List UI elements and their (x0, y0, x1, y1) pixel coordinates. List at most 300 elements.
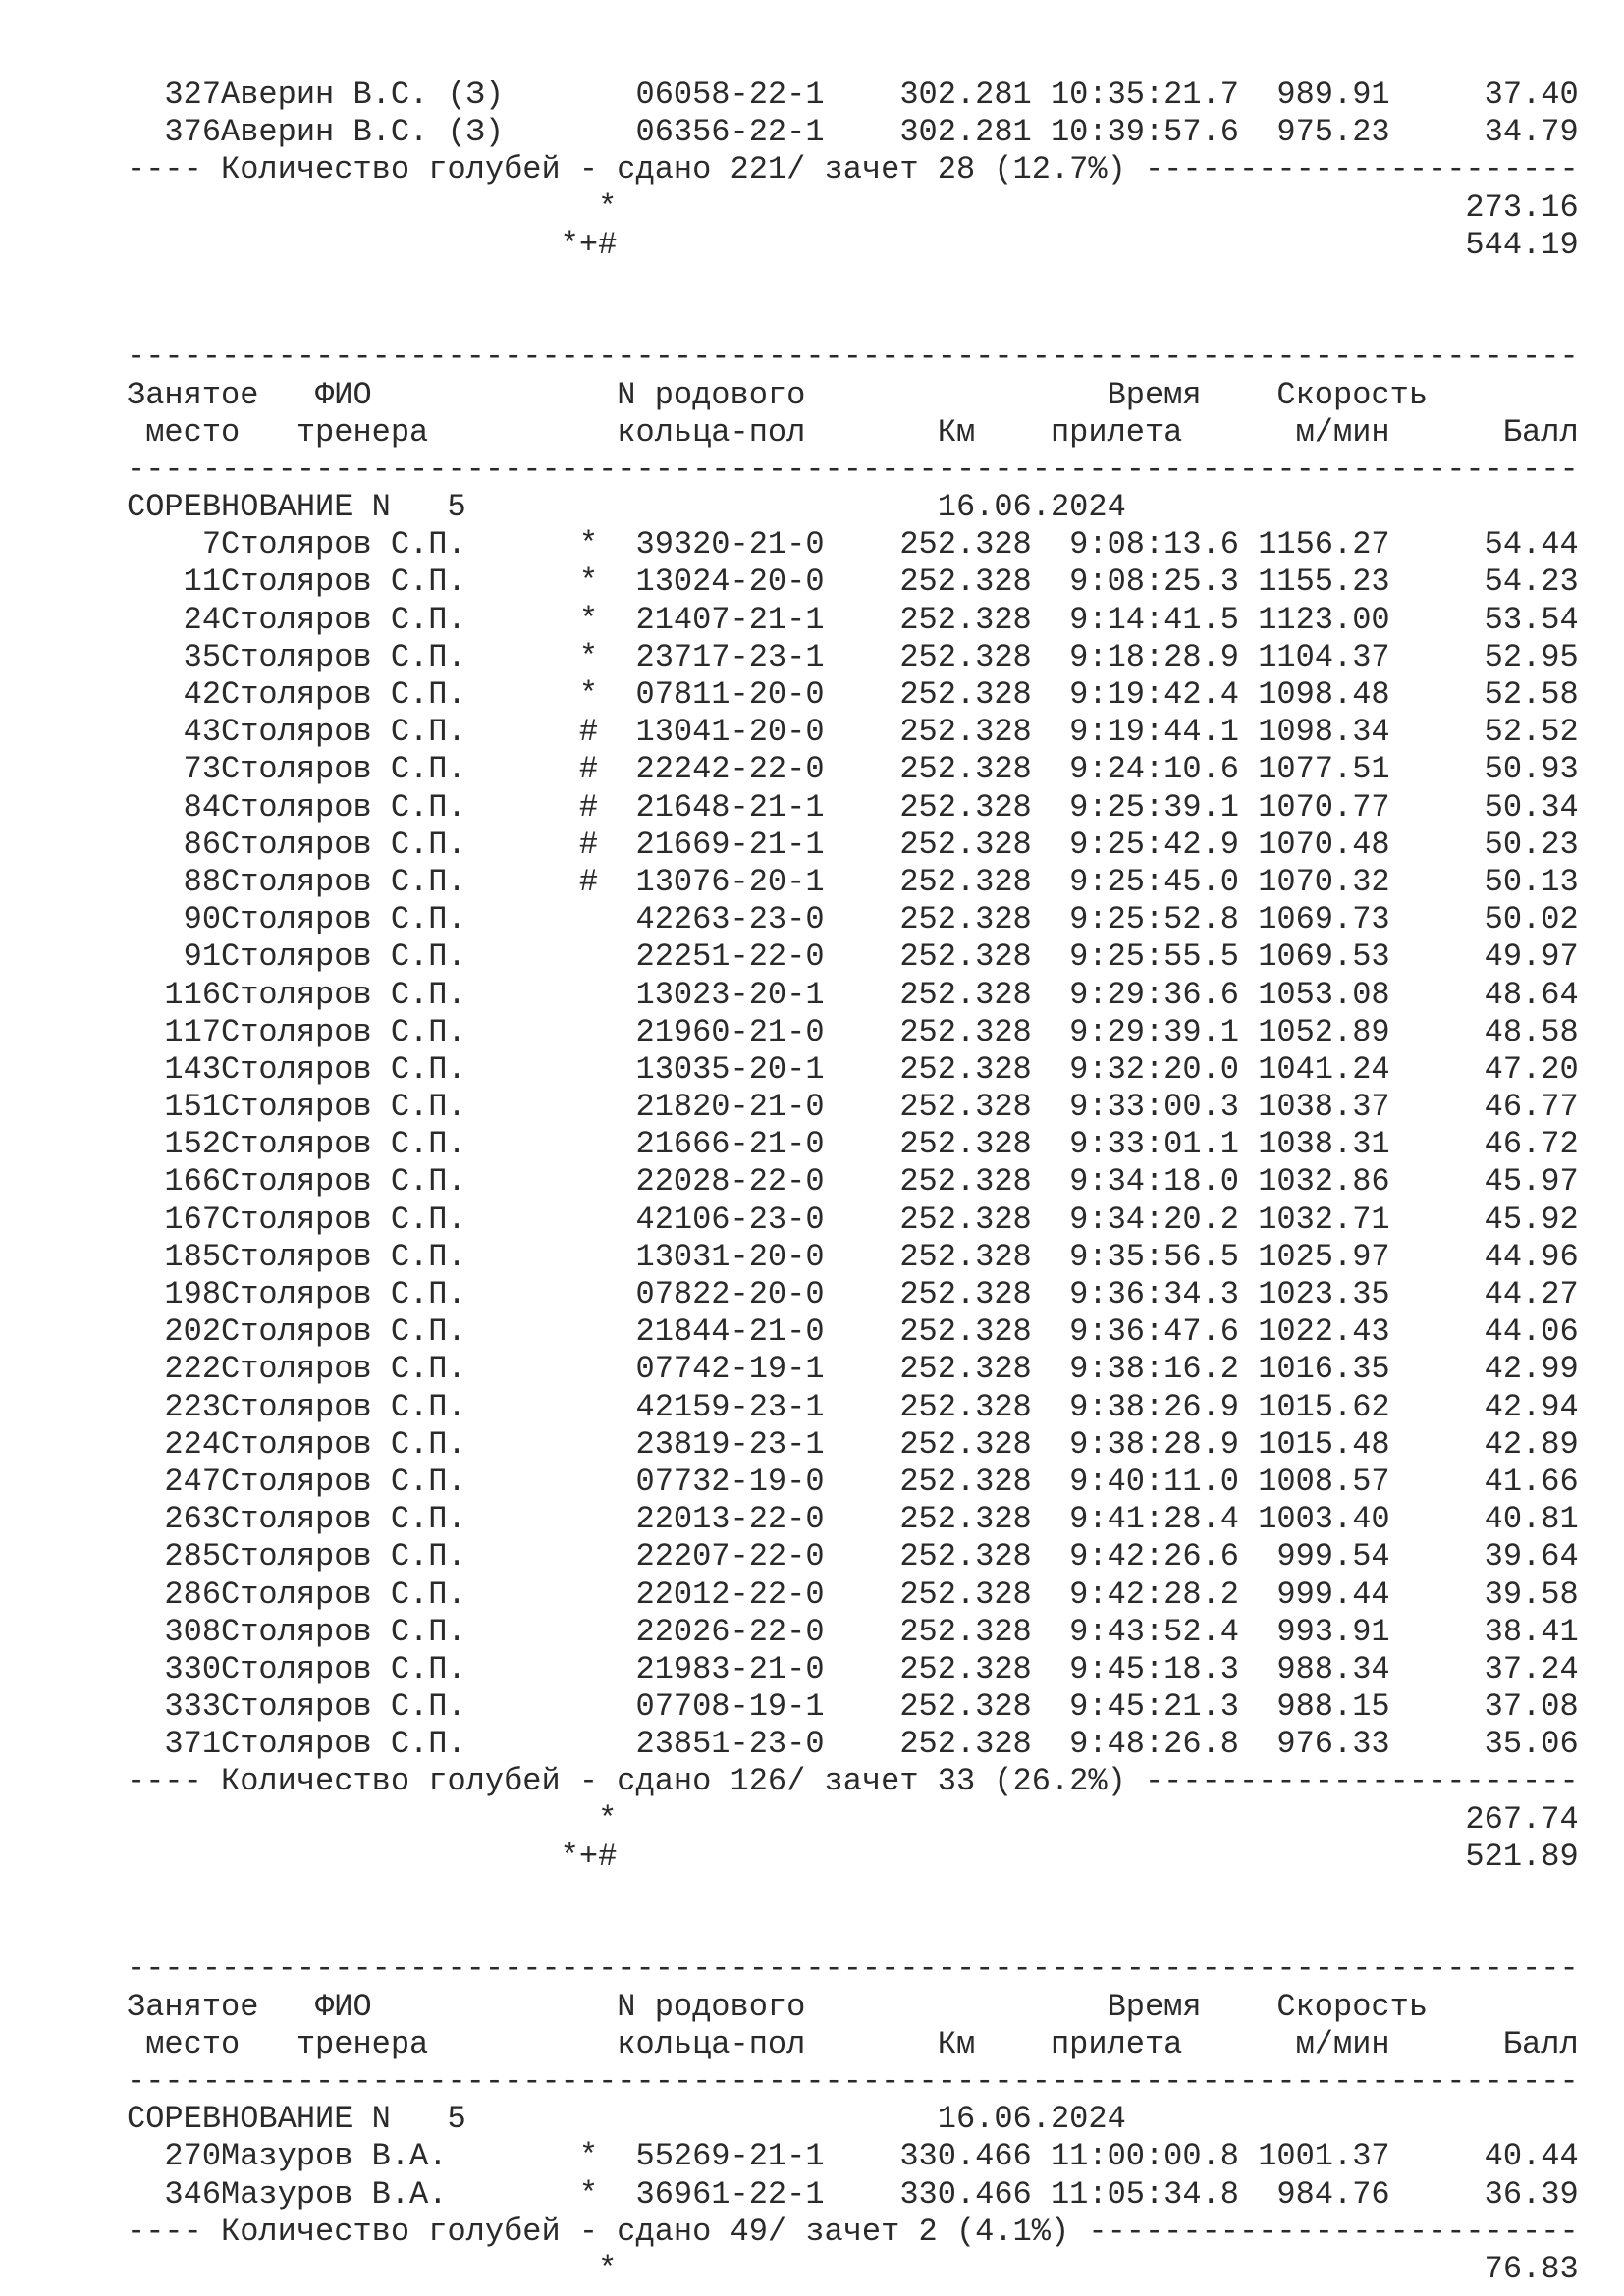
arrival-time: 9:34:20.2 (1031, 1201, 1239, 1238)
result-row (127, 563, 1579, 601)
trainer-name: Столяров С.П. (221, 751, 466, 788)
arrival-time: 9:14:41.5 (1031, 601, 1239, 638)
points: 52.52 (1389, 714, 1579, 751)
place: 88 (127, 863, 222, 900)
place: 198 (127, 1276, 222, 1313)
points: 37.08 (1389, 1688, 1579, 1726)
ring-number: 13041-20-0 (635, 714, 825, 751)
speed: 993.91 (1238, 1613, 1390, 1650)
place: 224 (127, 1425, 222, 1463)
trainer-name: Столяров С.П. (221, 1388, 466, 1425)
speed: 1016.35 (1238, 1351, 1390, 1388)
distance-km: 252.328 (899, 1201, 1032, 1238)
trainer-name: Столяров С.П. (221, 1089, 466, 1126)
arrival-time: 9:45:21.3 (1031, 1688, 1239, 1726)
summary-line: ---- Количество голубей - сдано 49/ зачет 2 (4.1%) -------------------------- (127, 2213, 1579, 2250)
mark: * (578, 526, 599, 563)
points: 34.79 (1389, 114, 1579, 151)
arrival-time: 11:05:34.8 (1031, 2175, 1239, 2213)
pigeon-count-summary: Количество голубей - сдано 126/ зачет 33 (26.2%) (221, 1763, 1126, 1800)
total-line (127, 1801, 1579, 1839)
points: 54.23 (1389, 563, 1579, 601)
speed: 988.34 (1238, 1650, 1390, 1687)
arrival-time: 9:19:44.1 (1031, 714, 1239, 751)
result-row (127, 938, 1579, 976)
ring-number: 22013-22-0 (635, 1501, 825, 1538)
pigeon-count-summary: Количество голубей - сдано 221/ зачет 28 (12.7%) (221, 151, 1126, 188)
distance-km: 252.328 (899, 601, 1032, 638)
arrival-time: 9:18:28.9 (1031, 638, 1239, 675)
header-name: ФИО (315, 376, 372, 413)
place: 90 (127, 901, 222, 938)
distance-km: 252.328 (899, 1050, 1032, 1088)
trainer-name: Столяров С.П. (221, 1351, 466, 1388)
points: 50.23 (1389, 826, 1579, 863)
place: 91 (127, 938, 222, 976)
ring-number: 07708-19-1 (635, 1688, 825, 1726)
result-row (127, 1089, 1579, 1126)
trainer-name: Столяров С.П. (221, 1425, 466, 1463)
place: 346 (127, 2175, 222, 2213)
place: 11 (127, 563, 222, 601)
ring-number: 23819-23-1 (635, 1425, 825, 1463)
total-marker: * (598, 1800, 618, 1838)
place: 73 (127, 751, 222, 788)
distance-km: 252.328 (899, 1726, 1032, 1763)
speed: 1077.51 (1238, 751, 1390, 788)
arrival-time: 9:29:39.1 (1031, 1013, 1239, 1050)
arrival-time: 9:36:47.6 (1031, 1313, 1239, 1351)
mark: * (578, 2175, 599, 2213)
arrival-time: 10:35:21.7 (1031, 77, 1239, 113)
place: 35 (127, 638, 222, 675)
arrival-time: 9:38:26.9 (1031, 1388, 1239, 1425)
ring-number: 13035-20-1 (635, 1050, 825, 1088)
trainer-name: Столяров С.П. (221, 901, 466, 938)
place: 223 (127, 1388, 222, 1425)
place: 117 (127, 1013, 222, 1050)
ring-number: 22242-22-0 (635, 751, 825, 788)
arrival-time: 11:00:00.8 (1031, 2138, 1239, 2175)
total-marker: * (598, 2250, 618, 2287)
ring-number: 21820-21-0 (635, 1089, 825, 1126)
place: 185 (127, 1238, 222, 1275)
points: 39.64 (1389, 1538, 1579, 1575)
speed: 1053.08 (1238, 976, 1390, 1013)
total-value: 267.74 (1389, 1800, 1579, 1838)
ring-number: 07742-19-1 (635, 1351, 825, 1388)
speed: 1098.48 (1238, 676, 1390, 714)
mark: * (578, 638, 599, 675)
total-value: 273.16 (1389, 188, 1579, 226)
trainer-name: Столяров С.П. (221, 788, 466, 826)
result-row (127, 602, 1579, 639)
place: 151 (127, 1089, 222, 1126)
mark: # (578, 714, 599, 751)
points: 36.39 (1389, 2175, 1579, 2213)
arrival-time: 9:36:34.3 (1031, 1276, 1239, 1313)
column-header-row-2 (127, 414, 1579, 452)
place: 270 (127, 2138, 222, 2175)
points: 40.44 (1389, 2138, 1579, 2175)
points: 44.27 (1389, 1276, 1579, 1313)
arrival-time: 9:33:01.1 (1031, 1126, 1239, 1163)
trainer-name: Столяров С.П. (221, 1726, 466, 1763)
points: 44.06 (1389, 1313, 1579, 1351)
points: 52.58 (1389, 676, 1579, 714)
result-row (127, 639, 1579, 676)
points: 53.54 (1389, 601, 1579, 638)
points: 39.58 (1389, 1575, 1579, 1613)
distance-km: 252.328 (899, 1501, 1032, 1538)
distance-km: 252.328 (899, 1013, 1032, 1050)
header-speed: Скорость (1276, 1988, 1429, 2025)
header-ring: N родового (617, 1988, 806, 2025)
distance-km: 252.328 (899, 751, 1032, 788)
header-speed-2: м/мин (1295, 413, 1390, 451)
ring-number: 22207-22-0 (635, 1538, 825, 1575)
trainer-name: Столяров С.П. (221, 1163, 466, 1201)
arrival-time: 9:43:52.4 (1031, 1613, 1239, 1650)
speed: 1041.24 (1238, 1050, 1390, 1088)
header-speed: Скорость (1276, 376, 1429, 413)
trainer-name: Столяров С.П. (221, 1126, 466, 1163)
arrival-time: 10:39:57.6 (1031, 114, 1239, 151)
result-row (127, 2176, 1579, 2214)
arrival-time: 9:41:28.4 (1031, 1501, 1239, 1538)
trainer-name: Столяров С.П. (221, 976, 466, 1013)
result-row (127, 1651, 1579, 1688)
place: 286 (127, 1575, 222, 1613)
mark: # (578, 751, 599, 788)
result-row (127, 901, 1579, 938)
header-ring-2: кольца-пол (617, 413, 806, 451)
mark: * (578, 601, 599, 638)
mark: * (578, 563, 599, 601)
column-header-row-2 (127, 2026, 1579, 2063)
result-row (127, 977, 1579, 1014)
arrival-time: 9:25:42.9 (1031, 826, 1239, 863)
place: 333 (127, 1688, 222, 1726)
result-row (127, 1576, 1579, 1614)
arrival-time: 9:45:18.3 (1031, 1650, 1239, 1687)
points: 46.77 (1389, 1089, 1579, 1126)
distance-km: 252.328 (899, 976, 1032, 1013)
place: 247 (127, 1463, 222, 1500)
result-row (127, 864, 1579, 901)
speed: 984.76 (1238, 2175, 1390, 2213)
points: 37.24 (1389, 1650, 1579, 1687)
speed: 1022.43 (1238, 1313, 1390, 1351)
result-row (127, 1464, 1579, 1501)
place: 152 (127, 1126, 222, 1163)
trainer-name: Столяров С.П. (221, 1238, 466, 1275)
result-row (127, 751, 1579, 788)
header-name: ФИО (315, 1988, 372, 2025)
place: 167 (127, 1201, 222, 1238)
speed: 1069.53 (1238, 938, 1390, 976)
ring-number: 21983-21-0 (635, 1650, 825, 1687)
points: 45.97 (1389, 1163, 1579, 1201)
competition-date: 16.06.2024 (937, 2101, 1126, 2138)
speed: 1070.48 (1238, 826, 1390, 863)
distance-km: 252.328 (899, 1613, 1032, 1650)
competition-heading (127, 489, 1579, 526)
trainer-name: Мазуров В.А. (221, 2175, 448, 2213)
trainer-name: Столяров С.П. (221, 1201, 466, 1238)
result-row (127, 714, 1579, 751)
points: 38.41 (1389, 1613, 1579, 1650)
points: 37.40 (1389, 77, 1579, 113)
header-points: Балл (1502, 413, 1579, 451)
trainer-name: Столяров С.П. (221, 1613, 466, 1650)
trainer-name: Столяров С.П. (221, 938, 466, 976)
trainer-name: Столяров С.П. (221, 1650, 466, 1687)
summary-line: ---- Количество голубей - сдано 221/ зачет 28 (12.7%) ----------------------- (127, 151, 1579, 188)
divider-line: ----------------------------------------------------------------------------- (127, 1950, 1579, 1988)
trainer-name: Столяров С.П. (221, 676, 466, 714)
ring-number: 13031-20-0 (635, 1238, 825, 1275)
arrival-time: 9:25:55.5 (1031, 938, 1239, 976)
ring-number: 42159-23-1 (635, 1388, 825, 1425)
distance-km: 252.328 (899, 1089, 1032, 1126)
total-line (127, 227, 1579, 264)
trainer-name: Столяров С.П. (221, 1276, 466, 1313)
arrival-time: 9:24:10.6 (1031, 751, 1239, 788)
total-value: 544.19 (1389, 226, 1579, 263)
pigeon-count-summary: Количество голубей - сдано 49/ зачет 2 (4.1%) (221, 2213, 1070, 2250)
speed: 988.15 (1238, 1688, 1390, 1726)
trainer-name: Столяров С.П. (221, 1501, 466, 1538)
ring-number: 07811-20-0 (635, 676, 825, 714)
ring-number: 22028-22-0 (635, 1163, 825, 1201)
competition-date: 16.06.2024 (937, 489, 1126, 526)
result-row (127, 1688, 1579, 1726)
place: 327 (127, 77, 222, 113)
arrival-time: 9:08:13.6 (1031, 526, 1239, 563)
ring-number: 21960-21-0 (635, 1013, 825, 1050)
distance-km: 252.328 (899, 826, 1032, 863)
header-place-2: место (145, 413, 241, 451)
points: 50.13 (1389, 863, 1579, 900)
header-place-2: место (145, 2025, 241, 2062)
arrival-time: 9:38:28.9 (1031, 1425, 1239, 1463)
arrival-time: 9:08:25.3 (1031, 563, 1239, 601)
column-header-row-1 (127, 377, 1579, 414)
ring-number: 07822-20-0 (635, 1276, 825, 1313)
arrival-time: 9:19:42.4 (1031, 676, 1239, 714)
place: 263 (127, 1501, 222, 1538)
speed: 999.44 (1238, 1575, 1390, 1613)
distance-km: 252.328 (899, 1351, 1032, 1388)
place: 330 (127, 1650, 222, 1687)
result-row (127, 77, 1579, 114)
points: 42.94 (1389, 1388, 1579, 1425)
mark: * (578, 676, 599, 714)
ring-number: 22251-22-0 (635, 938, 825, 976)
place: 308 (127, 1613, 222, 1650)
trainer-name: Столяров С.П. (221, 1538, 466, 1575)
speed: 1156.27 (1238, 526, 1390, 563)
ring-number: 36961-22-1 (635, 2175, 825, 2213)
points: 41.66 (1389, 1463, 1579, 1500)
result-row (127, 1051, 1579, 1089)
speed: 1070.77 (1238, 788, 1390, 826)
place: 7 (127, 526, 222, 563)
place: 143 (127, 1050, 222, 1088)
place: 43 (127, 714, 222, 751)
divider-line: ----------------------------------------------------------------------------- (127, 451, 1579, 488)
speed: 1032.71 (1238, 1201, 1390, 1238)
trainer-name: Столяров С.П. (221, 1575, 466, 1613)
distance-km: 252.328 (899, 1650, 1032, 1687)
total-marker: * (598, 188, 618, 226)
distance-km: 252.328 (899, 526, 1032, 563)
result-row (127, 526, 1579, 563)
distance-km: 252.328 (899, 1126, 1032, 1163)
header-place: Занятое (127, 1988, 259, 2025)
result-row (127, 1351, 1579, 1388)
arrival-time: 9:35:56.5 (1031, 1238, 1239, 1275)
distance-km: 252.328 (899, 938, 1032, 976)
place: 84 (127, 788, 222, 826)
speed: 1025.97 (1238, 1238, 1390, 1275)
distance-km: 252.328 (899, 901, 1032, 938)
points: 40.81 (1389, 1501, 1579, 1538)
result-row (127, 1239, 1579, 1276)
place: 42 (127, 676, 222, 714)
result-row (127, 1163, 1579, 1201)
distance-km: 252.328 (899, 863, 1032, 900)
points: 50.93 (1389, 751, 1579, 788)
points: 46.72 (1389, 1126, 1579, 1163)
place: 166 (127, 1163, 222, 1201)
trainer-name: Столяров С.П. (221, 1013, 466, 1050)
section-gap (127, 1876, 1579, 1950)
trainer-name: Столяров С.П. (221, 526, 466, 563)
place: 222 (127, 1351, 222, 1388)
mark: * (578, 2138, 599, 2175)
ring-number: 23851-23-0 (635, 1726, 825, 1763)
speed: 1015.62 (1238, 1388, 1390, 1425)
speed: 1003.40 (1238, 1501, 1390, 1538)
header-points: Балл (1502, 2025, 1579, 2062)
points: 47.20 (1389, 1050, 1579, 1088)
trainer-name: Аверин В.С. (З) (221, 114, 505, 151)
points: 50.34 (1389, 788, 1579, 826)
speed: 999.54 (1238, 1538, 1390, 1575)
ring-number: 13024-20-0 (635, 563, 825, 601)
header-place: Занятое (127, 376, 259, 413)
total-marker: *+# (560, 1838, 618, 1875)
speed: 1008.57 (1238, 1463, 1390, 1500)
points: 54.44 (1389, 526, 1579, 563)
ring-number: 21844-21-0 (635, 1313, 825, 1351)
distance-km: 252.328 (899, 1575, 1032, 1613)
header-name-2: тренера (296, 2025, 429, 2062)
total-value: 76.83 (1389, 2250, 1579, 2287)
ring-number: 21669-21-1 (635, 826, 825, 863)
place: 86 (127, 826, 222, 863)
mark: # (578, 863, 599, 900)
result-row (127, 1614, 1579, 1651)
mark: # (578, 826, 599, 863)
summary-line: ---- Количество голубей - сдано 126/ зачет 33 (26.2%) ----------------------- (127, 1763, 1579, 1800)
distance-km: 302.281 (899, 77, 1032, 113)
distance-km: 252.328 (899, 1538, 1032, 1575)
speed: 1015.48 (1238, 1425, 1390, 1463)
header-ring-2: кольца-пол (617, 2025, 806, 2062)
result-row (127, 1501, 1579, 1538)
distance-km: 252.328 (899, 1688, 1032, 1726)
total-value: 521.89 (1389, 1838, 1579, 1875)
competition-title: СОРЕВНОВАНИЕ N 5 (127, 489, 466, 526)
speed: 1038.37 (1238, 1089, 1390, 1126)
arrival-time: 9:34:18.0 (1031, 1163, 1239, 1201)
header-time: Время (1107, 1988, 1202, 2025)
arrival-time: 9:25:45.0 (1031, 863, 1239, 900)
trainer-name: Столяров С.П. (221, 1688, 466, 1726)
place: 285 (127, 1538, 222, 1575)
arrival-time: 9:42:26.6 (1031, 1538, 1239, 1575)
arrival-time: 9:29:36.6 (1031, 976, 1239, 1013)
result-row (127, 1426, 1579, 1464)
header-time-2: прилета (1050, 2025, 1183, 2062)
distance-km: 252.328 (899, 638, 1032, 675)
result-row (127, 827, 1579, 864)
place: 24 (127, 601, 222, 638)
distance-km: 252.328 (899, 1276, 1032, 1313)
competition-title: СОРЕВНОВАНИЕ N 5 (127, 2101, 466, 2138)
distance-km: 252.328 (899, 788, 1032, 826)
ring-number: 21666-21-0 (635, 1126, 825, 1163)
results-sheet (127, 77, 1579, 2288)
ring-number: 21407-21-1 (635, 601, 825, 638)
place: 371 (127, 1726, 222, 1763)
arrival-time: 9:32:20.0 (1031, 1050, 1239, 1088)
speed: 976.33 (1238, 1726, 1390, 1763)
header-km: Км (937, 413, 976, 451)
competition-heading (127, 2101, 1579, 2138)
trainer-name: Столяров С.П. (221, 863, 466, 900)
points: 50.02 (1389, 901, 1579, 938)
result-row (127, 789, 1579, 827)
arrival-time: 9:25:52.8 (1031, 901, 1239, 938)
arrival-time: 9:40:11.0 (1031, 1463, 1239, 1500)
points: 42.99 (1389, 1351, 1579, 1388)
speed: 1069.73 (1238, 901, 1390, 938)
total-line (127, 1839, 1579, 1876)
result-row (127, 114, 1579, 151)
trainer-name: Аверин В.С. (З) (221, 77, 505, 113)
header-speed-2: м/мин (1295, 2025, 1390, 2062)
ring-number: 06058-22-1 (635, 77, 825, 113)
divider-line: ----------------------------------------------------------------------------- (127, 339, 1579, 376)
ring-number: 55269-21-1 (635, 2138, 825, 2175)
ring-number: 07732-19-0 (635, 1463, 825, 1500)
arrival-time: 9:33:00.3 (1031, 1089, 1239, 1126)
total-line (127, 189, 1579, 227)
speed: 1070.32 (1238, 863, 1390, 900)
column-header-row-1 (127, 1989, 1579, 2026)
distance-km: 252.328 (899, 1238, 1032, 1275)
distance-km: 330.466 (899, 2175, 1032, 2213)
arrival-time: 9:48:26.8 (1031, 1726, 1239, 1763)
result-row (127, 1276, 1579, 1313)
ring-number: 39320-21-0 (635, 526, 825, 563)
trainer-name: Мазуров В.А. (221, 2138, 448, 2175)
points: 42.89 (1389, 1425, 1579, 1463)
